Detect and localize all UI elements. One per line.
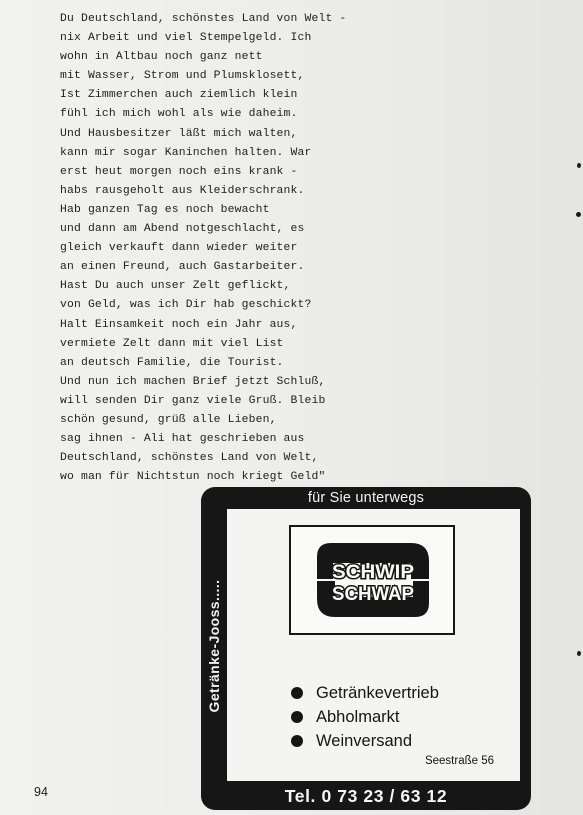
poem-line: an einen Freund, auch Gastarbeiter. (60, 261, 305, 274)
list-item (291, 681, 511, 705)
poem-line: gleich verkauft dann wieder weiter (60, 242, 298, 255)
logo-text-schwap: SCHWAP (332, 584, 415, 605)
poem-line: wo man für Nichtstun noch kriegt Geld" (60, 471, 326, 484)
poem-line: kann mir sogar Kaninchen halten. War (60, 146, 312, 159)
ad-header: für Sie unterwegs (307, 490, 425, 506)
poem-line: Halt Einsamkeit noch ein Jahr aus, (60, 318, 298, 331)
service-label: Weinversand (316, 732, 412, 750)
poem-line: an deutsch Familie, die Tourist. (60, 356, 284, 369)
service-label: Getränkevertrieb (316, 684, 439, 702)
poem-line: Und nun ich machen Brief jetzt Schluß, (60, 375, 326, 388)
poem-line: wohn in Altbau noch ganz nett (60, 51, 263, 64)
logo-graphic (291, 527, 453, 633)
services-list (291, 681, 511, 753)
poem-line: habs rausgeholt aus Kleiderschrank. (60, 184, 305, 197)
poem-line: Und Hausbesitzer läßt mich walten, (60, 127, 298, 140)
service-label: Abholmarkt (316, 708, 400, 726)
logo-text-schwip: SCHWIP (332, 562, 415, 583)
bullet-icon (291, 711, 303, 723)
poem-line: nix Arbeit und viel Stempelgeld. Ich (60, 32, 312, 45)
poem-line: fühl ich mich wohl als wie daheim. (60, 108, 298, 121)
bullet-icon (291, 735, 303, 747)
registered-mark: ® (418, 592, 424, 599)
poem-line: von Geld, was ich Dir hab geschickt? (60, 299, 312, 312)
ad-side-banner (201, 509, 227, 782)
ad-body (227, 509, 520, 781)
company-name: Getränke-Jooss..... (206, 579, 222, 712)
poem-line: erst heut morgen noch eins krank - (60, 165, 298, 178)
scan-speck (577, 163, 581, 168)
poem-line: will senden Dir ganz viele Gruß. Bleib (60, 394, 326, 407)
poem-line: Hast Du auch unser Zelt geflickt, (60, 280, 291, 293)
poem-text (60, 10, 390, 487)
poem-line: sag ihnen - Ali hat geschrieben aus (60, 433, 305, 446)
poem-line: schön gesund, grüß alle Lieben, (60, 413, 277, 426)
poem-line: und dann am Abend notgeschlacht, es (60, 223, 305, 236)
list-item (291, 729, 511, 753)
list-item (291, 705, 511, 729)
phone-number: Tel. 0 73 23 / 63 12 (284, 786, 448, 806)
poem-line: mit Wasser, Strom und Plumsklosett, (60, 70, 305, 83)
advertisement (201, 487, 531, 810)
scan-speck (577, 651, 581, 656)
poem-line: Ist Zimmerchen auch ziemlich klein (60, 89, 298, 102)
poem-line: Deutschland, schönstes Land von Welt, (60, 452, 319, 465)
schwip-schwap-logo (289, 525, 455, 635)
page-number: 94 (34, 785, 48, 799)
poem-line: Hab ganzen Tag es noch bewacht (60, 203, 270, 216)
bullet-icon (291, 687, 303, 699)
street-address: Seestraße 56 (424, 755, 494, 767)
poem-line: Du Deutschland, schönstes Land von Welt - (60, 13, 347, 25)
scan-speck (576, 212, 581, 217)
poem-line: vermiete Zelt dann mit viel List (60, 337, 284, 350)
